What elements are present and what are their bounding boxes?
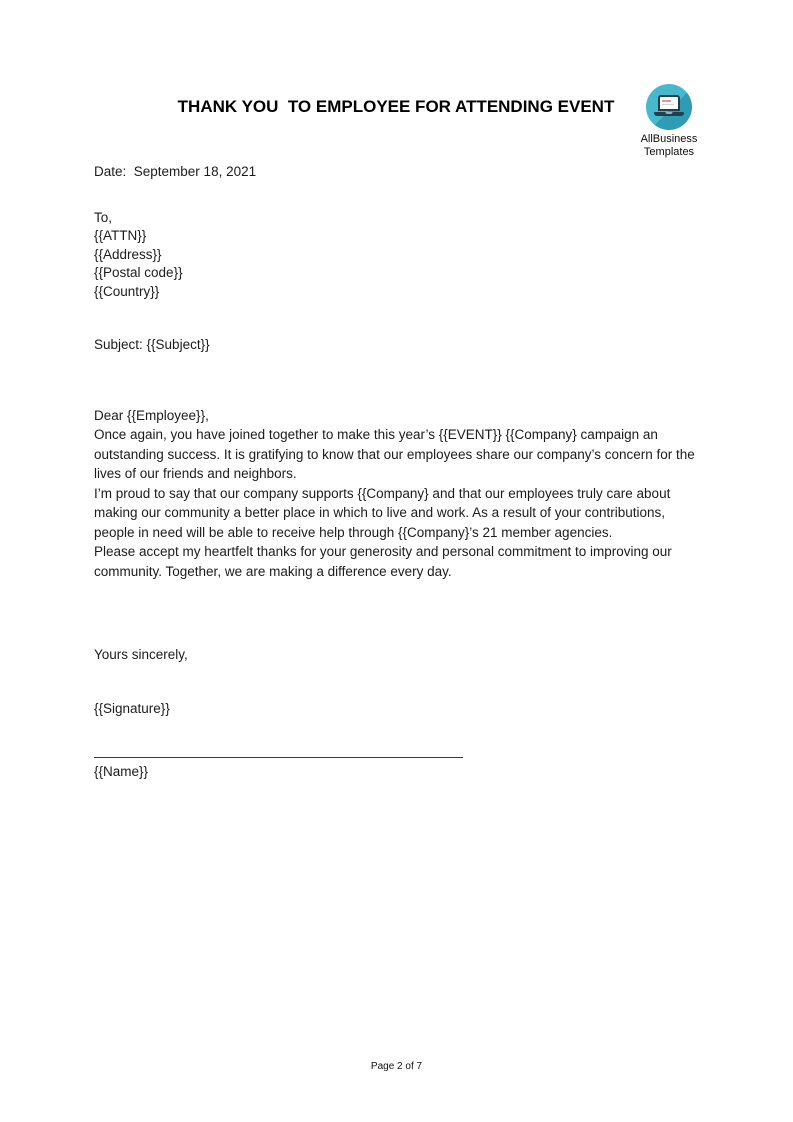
recipient-line-attn: {{ATTN}} [94, 228, 147, 243]
laptop-icon [646, 84, 692, 130]
screen-text-line [662, 100, 671, 102]
body-paragraph-3: Please accept my heartfelt thanks for your generosity and personal commitment to improving our community. Together, we are making a difference every day. [94, 544, 672, 579]
laptop-base [654, 112, 684, 116]
body-paragraph-1: Once again, you have joined together to make this year’s {{EVENT}} {{Company} campaign an outstanding success. It is gratifying to know that our employees share our company’s concern for the lives of our friends and neighbors. [94, 427, 695, 481]
recipient-line-address: {{Address}} [94, 246, 162, 262]
salutation: Dear {{Employee}}, [94, 407, 209, 423]
brand-name-line1: AllBusiness [640, 133, 698, 145]
signature-line [94, 757, 463, 758]
closing: Yours sincerely, [94, 647, 188, 662]
laptop-glyph [654, 95, 684, 116]
body-paragraph-2: I’m proud to say that our company supports {{Company} and that our employees truly care about making our community a better place in which to live and work. As a result of your contributions, people in need will be able to receive help through {{Company}’s 21 member agencies. [94, 485, 671, 540]
brand-name-line2: Templates [643, 146, 695, 158]
laptop-screen [658, 95, 680, 111]
subject-line: Subject: {{Subject}} [94, 337, 210, 352]
laptop-notch [666, 112, 673, 114]
recipient-line-postal-code: {{Postal code}} [94, 265, 183, 280]
name-placeholder: {{Name}} [94, 764, 149, 779]
date-line: Date: September 18, 2021 [94, 164, 257, 179]
brand-logo [633, 84, 705, 159]
recipient-line-to: To, [94, 209, 113, 225]
brand-name [633, 133, 705, 159]
signature-placeholder: {{Signature}} [94, 700, 170, 716]
letter-title: THANK YOU TO EMPLOYEE FOR ATTENDING EVENT [177, 97, 615, 116]
screen-text-line [662, 104, 674, 105]
page-number-footer: Page 2 of 7 [370, 1061, 423, 1072]
recipient-line-country: {{Country}} [94, 283, 160, 299]
recipient-block [94, 209, 698, 302]
